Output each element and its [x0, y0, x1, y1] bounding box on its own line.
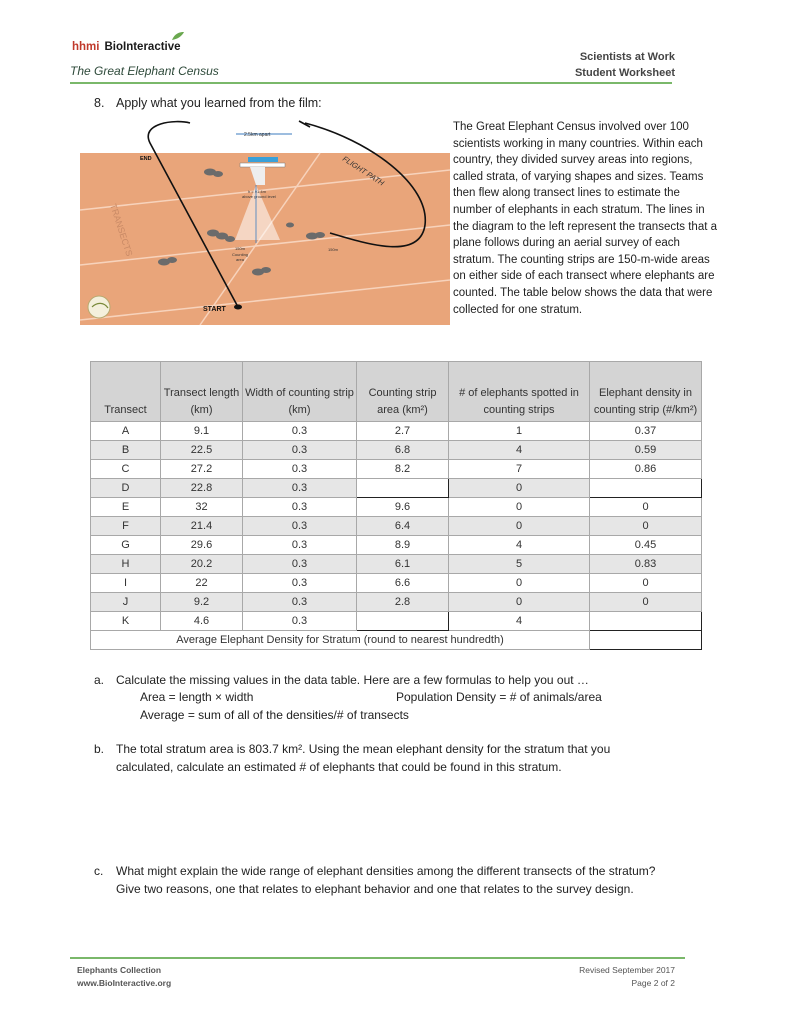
table-row	[91, 422, 702, 441]
cell-length: 22.5	[161, 441, 243, 460]
cell-length: 32	[161, 498, 243, 517]
formula-average: Average = sum of all of the densities/# of transects	[140, 708, 409, 722]
cell-density: 0	[590, 517, 702, 536]
footer-left	[77, 964, 171, 990]
header-density: Elephant density in counting strip (#/km²)	[590, 362, 702, 422]
part-a	[94, 671, 589, 689]
cell-density-answer-blank[interactable]	[590, 479, 702, 498]
cell-length: 20.2	[161, 555, 243, 574]
cell-width: 0.3	[243, 441, 357, 460]
part-b	[94, 740, 610, 758]
cell-area: 2.8	[357, 593, 449, 612]
start-label: START	[203, 306, 226, 313]
cell-elephants: 0	[449, 574, 590, 593]
footer-collection: Elephants Collection	[77, 965, 162, 975]
cell-transect: B	[91, 441, 161, 460]
cell-length: 22.8	[161, 479, 243, 498]
cell-area: 6.6	[357, 574, 449, 593]
header-area: Counting strip area (km²)	[357, 362, 449, 422]
strip-label-1: 150m	[235, 246, 246, 251]
cell-elephants: 5	[449, 555, 590, 574]
cell-width: 0.3	[243, 422, 357, 441]
cell-elephants: 4	[449, 612, 590, 631]
elephant-data-table	[90, 361, 702, 650]
average-row	[91, 631, 702, 650]
table-header-row	[91, 362, 702, 422]
cell-density: 0.83	[590, 555, 702, 574]
cell-density: 0.86	[590, 460, 702, 479]
cell-density-answer-blank[interactable]	[590, 612, 702, 631]
cell-length: 27.2	[161, 460, 243, 479]
cell-transect: E	[91, 498, 161, 517]
cell-transect: H	[91, 555, 161, 574]
cell-elephants: 0	[449, 593, 590, 612]
cell-area: 6.1	[357, 555, 449, 574]
table-row	[91, 612, 702, 631]
cell-length: 9.2	[161, 593, 243, 612]
brand-logo	[72, 41, 181, 53]
doc-type-line1: Scientists at Work	[579, 51, 675, 63]
table-row	[91, 574, 702, 593]
part-c-line1: What might explain the wide range of elephant densities among the different transects of the stratum?	[116, 864, 656, 878]
cell-transect: K	[91, 612, 161, 631]
cell-elephants: 7	[449, 460, 590, 479]
cell-area: 6.8	[357, 441, 449, 460]
cell-elephants: 4	[449, 536, 590, 555]
cell-density: 0	[590, 593, 702, 612]
footer-rule	[70, 957, 685, 959]
cell-width: 0.3	[243, 574, 357, 593]
part-a-text: Calculate the missing values in the data table. Here are a few formulas to help you out …	[116, 673, 589, 687]
leaf-icon	[171, 31, 185, 41]
cell-width: 0.3	[243, 498, 357, 517]
cell-transect: G	[91, 536, 161, 555]
table-row	[91, 498, 702, 517]
altitude-label-1: h = 91.4m	[248, 189, 266, 194]
table-row	[91, 536, 702, 555]
cell-width: 0.3	[243, 460, 357, 479]
average-label: Average Elephant Density for Stratum (round to nearest hundredth)	[91, 631, 590, 650]
header-rule	[70, 82, 672, 84]
cell-area: 2.7	[357, 422, 449, 441]
cell-area: 6.4	[357, 517, 449, 536]
header-transect: Transect	[91, 362, 161, 422]
cell-transect: C	[91, 460, 161, 479]
header-elephants: # of elephants spotted in counting strips	[449, 362, 590, 422]
cell-density: 0	[590, 498, 702, 517]
cell-transect: D	[91, 479, 161, 498]
header-length: Transect length (km)	[161, 362, 243, 422]
table-row	[91, 441, 702, 460]
cell-length: 29.6	[161, 536, 243, 555]
brand-hhmi: hhmi	[72, 41, 100, 53]
cell-density: 0.37	[590, 422, 702, 441]
cell-transect: J	[91, 593, 161, 612]
cell-area: 8.9	[357, 536, 449, 555]
table-row	[91, 555, 702, 574]
footer-page-number: Page 2 of 2	[631, 978, 675, 988]
part-b-line2: calculated, calculate an estimated # of elephants that could be found in this stratum.	[116, 760, 562, 774]
cell-transect: I	[91, 574, 161, 593]
cell-length: 22	[161, 574, 243, 593]
footer-revised: Revised September 2017	[579, 965, 675, 975]
cell-width: 0.3	[243, 555, 357, 574]
altitude-label-2: above ground level	[242, 194, 276, 199]
cell-transect: A	[91, 422, 161, 441]
part-b-label: b.	[94, 742, 105, 756]
cell-width: 0.3	[243, 612, 357, 631]
cell-area: 9.6	[357, 498, 449, 517]
cell-length: 21.4	[161, 517, 243, 536]
cell-width: 0.3	[243, 536, 357, 555]
cell-length: 9.1	[161, 422, 243, 441]
doc-type-line2: Student Worksheet	[574, 67, 675, 79]
formula-area: Area = length × width	[140, 690, 254, 704]
average-answer-blank[interactable]	[590, 631, 702, 650]
formula-density: Population Density = # of animals/area	[396, 690, 602, 704]
table-row	[91, 479, 702, 498]
question-text: Apply what you learned from the film:	[116, 96, 322, 110]
cell-density: 0.45	[590, 536, 702, 555]
doc-title: The Great Elephant Census	[70, 64, 219, 78]
header-width: Width of counting strip (km)	[243, 362, 357, 422]
cell-density: 0	[590, 574, 702, 593]
cell-width: 0.3	[243, 479, 357, 498]
table-row	[91, 593, 702, 612]
part-b-line1: The total stratum area is 803.7 km². Using the mean elephant density for the stratum that you	[116, 742, 611, 756]
cell-width: 0.3	[243, 593, 357, 612]
part-c-line2: Give two reasons, one that relates to elephant behavior and one that relates to the survey design.	[116, 882, 634, 896]
spacing-label: 2.5km apart	[244, 132, 271, 138]
end-label: END	[140, 156, 152, 162]
cell-density: 0.59	[590, 441, 702, 460]
cell-elephants: 0	[449, 479, 590, 498]
strip-label-2: Counting	[232, 252, 249, 257]
cell-width: 0.3	[243, 517, 357, 536]
part-a-label: a.	[94, 673, 105, 687]
strip-label-3: area	[236, 257, 245, 262]
brand-name: BioInteractive	[104, 41, 181, 53]
strip-right-label: 150m	[328, 247, 339, 252]
intro-paragraph: The Great Elephant Census involved over 100 scientists working in many countries. Within each country, they divided survey areas into regions, called strata, of varying shapes and sizes. Teams then flew along transect lines to estimate the number of elephants in each stratum. The lines in the diagram to the left represent the transects that a plane follows during an aerial survey of each stratum. The counting strips are 150-m-wide areas on either side of each transect where elephants are counted. The table below shows the data that were collected for one stratum.	[453, 121, 718, 316]
table-row	[91, 460, 702, 479]
transects-label: TRANSECTS	[108, 202, 135, 258]
doc-type	[575, 49, 675, 81]
part-c	[94, 862, 655, 880]
question-number: 8.	[94, 96, 105, 110]
cell-transect: F	[91, 517, 161, 536]
question-8	[94, 96, 322, 110]
cell-area: 8.2	[357, 460, 449, 479]
footer-right	[579, 964, 675, 990]
part-c-label: c.	[94, 864, 104, 878]
cell-elephants: 1	[449, 422, 590, 441]
cell-elephants: 4	[449, 441, 590, 460]
cell-area-answer-blank[interactable]	[357, 479, 449, 498]
flight-path-label: FLIGHT PATH	[340, 154, 386, 188]
cell-length: 4.6	[161, 612, 243, 631]
table-row	[91, 517, 702, 536]
cell-elephants: 0	[449, 498, 590, 517]
cell-area-answer-blank[interactable]	[357, 612, 449, 631]
footer-website-link[interactable]: www.BioInteractive.org	[77, 978, 172, 988]
transect-diagram	[80, 115, 450, 325]
cell-elephants: 0	[449, 517, 590, 536]
